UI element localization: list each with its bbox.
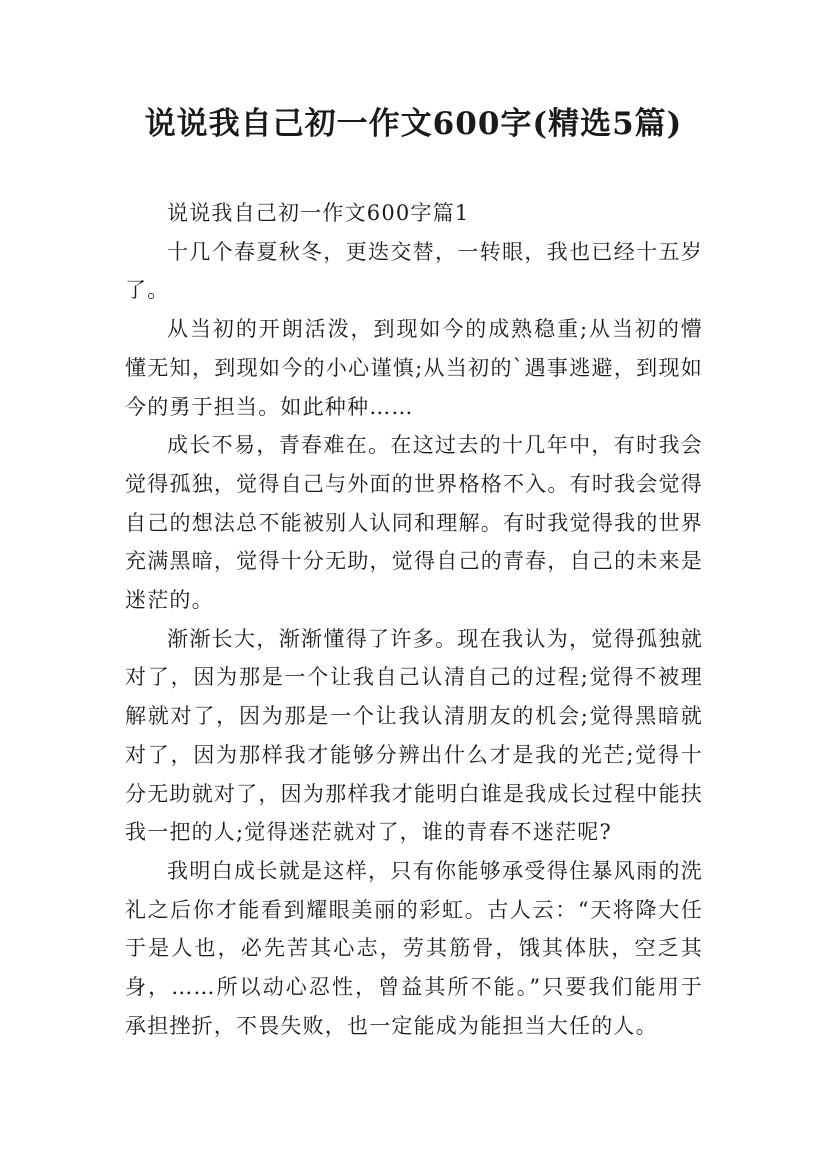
paragraph: 成长不易，青春难在。在这过去的十几年中，有时我会觉得孤独，觉得自己与外面的世界格格不入。有时我会觉得自己的想法总不能被别人认同和理解。有时我觉得我的世界充满黑暗，觉得十分无助，觉得自己的青春，自己的未来是迷茫的。 (125, 433, 703, 613)
document-body (125, 194, 703, 1045)
paragraph: 我明白成长就是这样，只有你能够承受得住暴风雨的洗礼之后你才能看到耀眼美丽的彩虹。古人云：“天将降大任于是人也，必先苦其心志，劳其筋骨，饿其体肤，空乏其身，……所以动心忍性，曾益其所不能。”只要我们能用于承担挫折，不畏失败，也一定能成为能担当大任的人。 (125, 858, 703, 1038)
paragraph: 从当初的开朗活泼，到现如今的成熟稳重;从当初的懵懂无知，到现如今的小心谨慎;从当初的`遇事逃避，到现如今的勇于担当。如此种种…… (125, 317, 703, 419)
document-title: 说说我自己初一作文600字(精选5篇) (144, 106, 683, 142)
paragraph: 十几个春夏秋冬，更迭交替，一转眼，我也已经十五岁了。 (125, 239, 703, 303)
section-heading: 说说我自己初一作文600字篇1 (167, 201, 470, 225)
paragraph: 渐渐长大，渐渐懂得了许多。现在我认为，觉得孤独就对了，因为那是一个让我自己认清自己的过程;觉得不被理解就对了，因为那是一个让我认清朋友的机会;觉得黑暗就对了，因为那样我才能够分辨出什么才是我的光芒;觉得十分无助就对了，因为那样我才能明白谁是我成长过程中能扶我一把的人;觉得迷茫就对了，谁的青春不迷茫呢? (125, 626, 703, 845)
